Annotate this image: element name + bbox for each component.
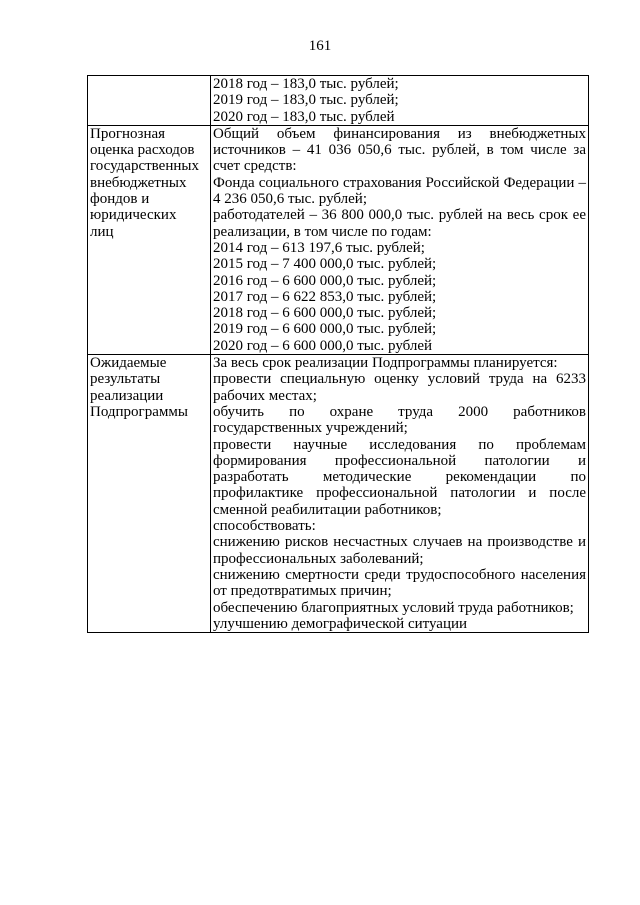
page-number: 161 <box>308 38 332 54</box>
content-paragraph: работодателей – 36 800 000,0 тыс. рублей на весь срок ее реализации, в том числе по годам: <box>213 207 586 240</box>
content-paragraph: обучить по охране труда 2000 работников государственных учреждений; <box>213 403 586 437</box>
label-line: результаты <box>90 371 161 388</box>
content-paragraph: За весь срок реализации Подпрограммы планируется: <box>213 355 558 372</box>
label-line: Ожидаемые <box>90 355 167 372</box>
year-line: 2014 год – 613 197,6 тыс. рублей; <box>213 239 425 256</box>
label-line: Подпрограммы <box>90 403 188 420</box>
label-line: фондов и <box>90 191 150 208</box>
year-line: 2018 год – 183,0 тыс. рублей; <box>213 76 399 92</box>
content-paragraph: обеспечению благоприятных условий труда работников; <box>213 599 574 616</box>
content-paragraph: улучшению демографической ситуации <box>213 615 468 632</box>
year-line: 2018 год – 6 600 000,0 тыс. рублей; <box>213 305 437 322</box>
table-row <box>88 125 589 354</box>
content-paragraph: Фонда социального страхования Российской Федерации – 4 236 050,6 тыс. рублей; <box>213 174 586 208</box>
content-paragraph: провести научные исследования по проблемам формирования профессиональной патологии и разработать методические рекомендации по профилактике профессиональной патологии и после сменной реабилитации работников; <box>213 436 586 518</box>
label-line: Прогнозная <box>90 125 166 142</box>
label-line: внебюджетных <box>90 174 187 191</box>
content-paragraph: снижению смертности среди трудоспособного населения от предотвратимых причин; <box>213 566 586 600</box>
subprogram-passport-table <box>87 75 589 633</box>
row-label <box>88 125 211 354</box>
year-line: 2019 год – 6 600 000,0 тыс. рублей; <box>213 321 437 338</box>
year-line: 2020 год – 6 600 000,0 тыс. рублей <box>213 337 433 354</box>
row-content <box>211 355 589 633</box>
label-line: лиц <box>90 223 114 240</box>
row-content <box>211 76 589 126</box>
label-line: юридических <box>90 207 177 224</box>
table-row <box>88 355 589 633</box>
content-paragraph: снижению рисков несчастных случаев на производстве и профессиональных заболеваний; <box>213 534 586 567</box>
label-line: оценка расходов <box>90 142 195 159</box>
table-row <box>88 76 589 126</box>
row-label <box>88 355 211 633</box>
year-line: 2020 год – 183,0 тыс. рублей <box>213 108 395 125</box>
year-line: 2015 год – 7 400 000,0 тыс. рублей; <box>213 256 437 273</box>
row-label-empty <box>88 76 211 126</box>
year-line: 2017 год – 6 622 853,0 тыс. рублей; <box>213 288 437 305</box>
year-line: 2016 год – 6 600 000,0 тыс. рублей; <box>213 272 437 289</box>
year-line: 2019 год – 183,0 тыс. рублей; <box>213 92 399 109</box>
label-line: государственных <box>90 158 199 175</box>
content-paragraph: способствовать: <box>213 518 316 535</box>
label-line: реализации <box>90 387 164 404</box>
row-content <box>211 125 589 354</box>
content-paragraph: Общий объем финансирования из внебюджетных источников – 41 036 050,6 тыс. рублей, в том числе за счет средств: <box>213 125 586 175</box>
content-paragraph: провести специальную оценку условий труда на 6233 рабочих местах; <box>213 371 586 404</box>
